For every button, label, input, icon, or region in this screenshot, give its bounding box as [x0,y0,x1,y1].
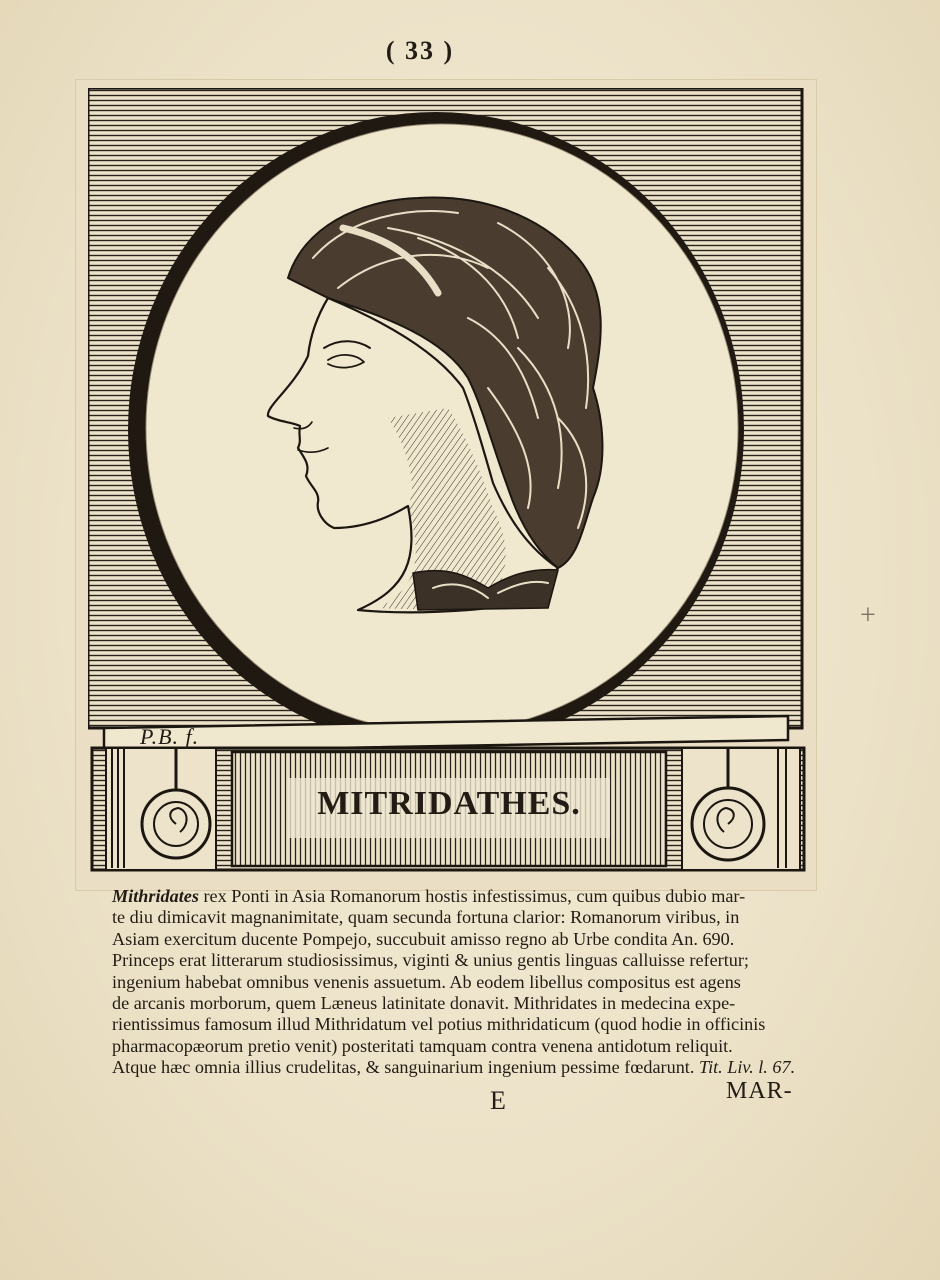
catchword: MAR- [726,1078,793,1104]
left-scroll-ornament [106,748,216,870]
caption-line: rientissimus famosum illud Mithridatum vel potius mithridaticum (quod hodie in officinis [112,1014,766,1035]
caption-line: Atque hæc omnia illius crudelitas, & sanguinarium ingenium pessime fœdarunt. Tit. Liv. l. 67. [112,1057,796,1078]
gathering-signature: E [490,1086,506,1115]
citation: Tit. Liv. l. 67. [698,1057,796,1078]
caption-line: ingenium habebat omnibus venenis assuetum. Ab eodem libellus compositus est agens [112,971,741,992]
caption-text [112,886,812,1079]
caption-line: te diu dimicavit magnanimitate, quam secunda fortuna clarior: Romanorum viribus, in [112,907,740,928]
portrait-engraving [88,88,808,878]
caption-line: Mithridates rex Ponti in Asia Romanorum hostis infestissimus, cum quibus dubio mar- [112,886,746,906]
right-scroll-ornament [682,748,800,870]
caption-line: Princeps erat litterarum studiosissimus, viginti & unius gentis linguas calluisse refertur; [112,950,749,971]
caption-line: pharmacopæorum pretio venit) posteritati tamquam contra venena antidotum reliquit. [112,1035,733,1056]
margin-mark: + [860,600,876,631]
caption-line: de arcanis morborum, quem Læneus latinitate donavit. Mithridates in medecina expe- [112,993,736,1014]
caption-line: Asiam exercitum ducente Pompejo, succubuit amisso regno ab Urbe condita An. 690. [112,928,735,949]
engraver-signature: P.B. f. [140,724,200,749]
portrait-title: MITRIDATHES. [317,785,581,822]
caption-name-italic: Mithridates [112,886,199,906]
page-number: ( 33 ) [385,36,455,65]
